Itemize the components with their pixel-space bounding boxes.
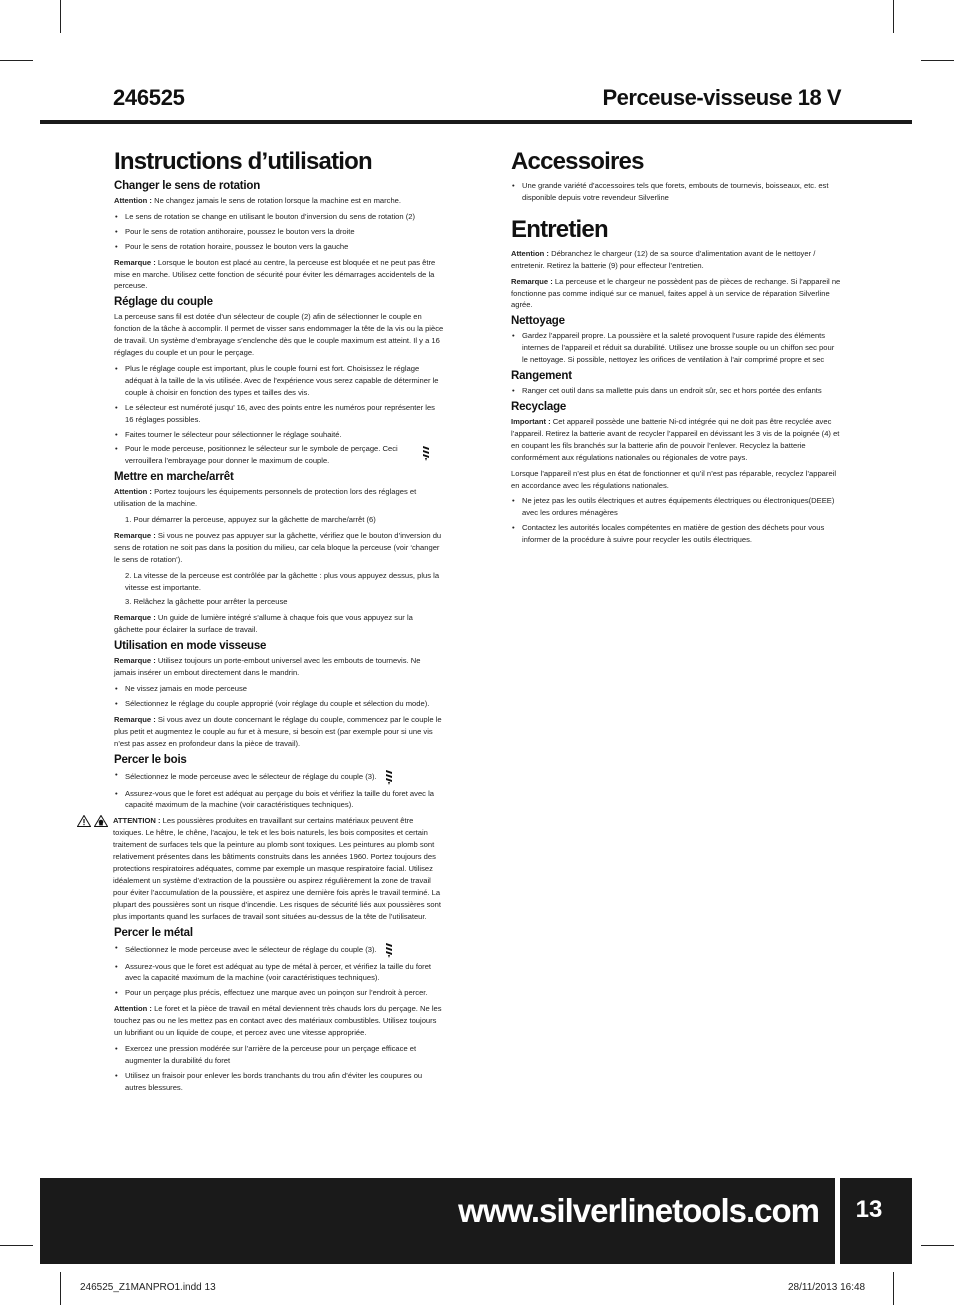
crop-mark — [893, 0, 894, 33]
subheading: Nettoyage — [511, 315, 565, 328]
list-item: • Le sélecteur est numéroté jusqu’ 16, avec des points entre les numéros pour représenter les 16 réglages possibles. — [114, 402, 444, 426]
product-code: 246525 — [113, 85, 185, 110]
paragraph: Remarque : Si vous ne pouvez pas appuyer sur la gâchette, vérifiez que le bouton d’inversion du sens de rotation ne soit pas dans la position du milieu, car cela bloque la perceuse (voir ‘changer le sens de rotation’). — [114, 530, 442, 564]
subheading: Réglage du couple — [114, 296, 213, 309]
bullet-list — [114, 211, 444, 253]
bullet-list — [511, 385, 841, 397]
list-item: 2. La vitesse de la perceuse est contrôlée par la gâchette : plus vous appuyez dessus, plus la vitesse est importante. — [125, 570, 440, 592]
page-number-box — [840, 1178, 912, 1264]
drill-mode-icon — [422, 445, 430, 461]
list-item: • Ranger cet outil dans sa mallette puis dans un endroit sûr, sec et hors portée des enfants — [511, 385, 841, 397]
list-item: • Assurez-vous que le foret est adéquat au type de métal à percer, et vérifiez la taille du foret avec la capacité maximum de la machine (voir caractéristiques techniques). — [114, 961, 444, 985]
list-item: • Faites tourner le sélecteur pour sélectionner le réglage souhaité. — [114, 429, 444, 441]
paragraph: ATTENTION : Les poussières produites en travaillant sur certains matériaux peuvent être toxiques. Le hêtre, le chêne, l’acajou, le tek et les bois naturels, les bois composites et certain traitement de surfaces tels que la peinture au plomb sont toxiques. Les peintures au plomb sont relativement présentes dans les bâtiments construits dans les années 1960. Portez toujours des protections respiratoires adéquates, comme par exemple un masque respiratoire facial. Utilisez idéalement un système d’extraction de la poussière ou aspirez régulièrement la zone de travail pour éviter l’accumulation de la poussière, et aspirez une dernière fois après le travail terminé. La plupart des poussières sont un risque d’incendie. Les risques de sécurité liés aux poussières sont plus importants quand les surfaces de travail sont situées au-dessus de la tête de l’utilisateur. — [113, 816, 441, 921]
list-item: • Sélectionnez le mode perceuse avec le sélecteur de réglage du couple (3). — [114, 769, 444, 785]
left-column — [114, 148, 444, 1098]
list-item: 1. Pour démarrer la perceuse, appuyez sur la gâchette de marche/arrêt (6) — [125, 515, 376, 525]
bullet-list — [114, 363, 444, 467]
list-item: • Contactez les autorités locales compétentes en matière de gestion des déchets pour vous informer de la procédure à suivre pour recycler les outils électriques. — [511, 522, 841, 546]
list-item: • Plus le réglage couple est important, plus le couple fourni est fort. Choisissez le réglage adéquat à la taille de la vis utilisée. Avec de l’expérience vous serez capable de déterminer le couple à choisir en fonction des types et tailles des vis. — [114, 363, 444, 399]
subheading: Utilisation en mode visseuse — [114, 640, 267, 653]
file-slug: 246525_Z1MANPRO1.indd 13 — [80, 1282, 216, 1293]
page-number: 13 — [855, 1196, 883, 1223]
paragraph: Attention : Le foret et la pièce de travail en métal deviennent très chauds lors du perçage. Ne les touchez pas ou ne les mettez pas en contact avec des matériaux combustibles. Utilisez toujours un lubrifiant ou un liquide de coupe, et percez avec une vitesse appropriée. — [114, 1004, 442, 1038]
crop-mark — [921, 60, 954, 61]
list-item: • Sélectionnez le mode perceuse avec le sélecteur de réglage du couple (3). — [114, 942, 444, 958]
subheading: Percer le métal — [114, 926, 193, 939]
list-item: • Le sens de rotation se change en utilisant le bouton d’inversion du sens de rotation (2) — [114, 211, 444, 223]
bullet-list — [114, 1043, 444, 1094]
list-item: • Pour le sens de rotation horaire, poussez le bouton vers la gauche — [114, 241, 444, 253]
paragraph: Remarque : Lorsque le bouton est placé au centre, la perceuse est bloquée et ne peut pas être mise en marche. Utilisez cette fonction de sécurité pour éviter les démarrages accidentels de la perceuse. — [114, 257, 436, 291]
footer-bar — [40, 1178, 835, 1264]
drill-mode-icon — [385, 942, 393, 958]
paragraph: Important : Cet appareil possède une batterie Ni-cd intégrée qui ne doit pas être recyclée avec l’appareil. Retirez la batterie avant de recycler l’appareil en dévissant les 3 vis de la poignée (4) et en coupant les fils branchés sur la batterie afin de pouvoir l’enlever. Recyclez la batterie conformément aux régulations nationales ou régionales de votre pays. — [511, 416, 840, 462]
list-item: • Exercez une pression modérée sur l’arrière de la perceuse pour un perçage efficace et augmenter la durabilité du foret — [114, 1043, 444, 1067]
numbered-list — [114, 514, 444, 526]
subheading: Recyclage — [511, 400, 567, 413]
bullet-list — [511, 330, 841, 366]
list-item: • Pour le sens de rotation antihoraire, poussez le bouton vers la droite — [114, 226, 444, 238]
product-title: Perceuse-visseuse 18 V — [602, 85, 841, 110]
list-item: • Pour le mode perceuse, positionnez le sélecteur sur le symbole de perçage. Ceci verrouillera l’embrayage pour donner le maximum de couple. — [114, 443, 444, 467]
paragraph: La perceuse sans fil est dotée d’un sélecteur de couple (2) afin de sélectionner le couple en fonction de la tâche à accomplir. Il permet de visser sans endommager la tête de la vis ou la pièce de travail. Un système d’embrayage s’enclenche dès que le couple maximum est atteint. Il y a 16 réglages du couple et un pour le perçage. — [114, 312, 444, 358]
list-item: • Gardez l’appareil propre. La poussière et la saleté provoquent l’usure rapide des éléments internes de l’appareil et réduit sa durabilité. Utilisez une brosse souple ou un chiffon sec pour le nettoyage. Si possible, nettoyez les orifices de ventilation à l’air comprimé propre et sec — [511, 330, 841, 366]
list-item: • Utilisez un fraisoir pour enlever les bords tranchants du trou afin d’éviter les coupures ou autres blessures. — [114, 1070, 444, 1094]
paragraph: Remarque : Un guide de lumière intégré s’allume à chaque fois que vous appuyez sur la gâchette pour éclairer la surface de travail. — [114, 613, 413, 635]
subheading: Changer le sens de rotation — [114, 180, 261, 192]
subheading: Percer le bois — [114, 753, 187, 766]
list-item: • Ne vissez jamais en mode perceuse — [114, 683, 444, 695]
crop-mark — [893, 1272, 894, 1305]
section-title-accessories: Accessoires — [511, 148, 644, 175]
bullet-list — [511, 180, 841, 204]
bullet-list — [114, 942, 444, 1000]
website-link[interactable]: www.silverlinetools.com — [458, 1192, 819, 1229]
date-slug: 28/11/2013 16:48 — [788, 1282, 866, 1293]
paragraph: Attention : Portez toujours les équipements personnels de protection lors des réglages et utilisation de la machine. — [114, 487, 417, 509]
list-item: • Sélectionnez le réglage du couple approprié (voir réglage du couple et sélection du mode). — [114, 698, 444, 710]
header-rule — [40, 120, 912, 124]
numbered-list — [114, 570, 444, 609]
bullet-list — [114, 769, 444, 812]
section-title-instructions: Instructions d’utilisation — [114, 148, 372, 175]
subheading: Rangement — [511, 370, 572, 383]
list-item: • Assurez-vous que le foret est adéquat au perçage du bois et vérifiez la taille du foret avec la capacité maximum de la machine (voir caractéristiques techniques). — [114, 788, 444, 812]
paragraph: Remarque : La perceuse et le chargeur ne possèdent pas de pièces de rechange. Si l’appareil ne fonctionne pas comme indiqué sur ce manuel, faites appel à un service de réparation Silverline agrée. — [511, 276, 841, 310]
paragraph: Remarque : Si vous avez un doute concernant le réglage du couple, commencez par le couple le plus petit et augmentez le couple au fur et à mesure, si besoin est (par exemple pour si une vis n’est pas assez en profondeur dans la pièce de travail). — [114, 714, 442, 748]
right-column — [511, 148, 841, 550]
paragraph: Lorsque l’appareil n’est plus en état de fonctionner et qu’il n’est pas réparable, recyclez l’appareil en accordance avec les régulations nationales. — [511, 468, 837, 490]
crop-mark — [0, 60, 33, 61]
crop-mark — [60, 1272, 61, 1305]
bullet-list — [511, 495, 841, 546]
bullet-list — [114, 683, 444, 710]
subheading: Mettre en marche/arrêt — [114, 471, 234, 484]
list-item: • Pour un perçage plus précis, effectuez une marque avec un poinçon sur l’endroit à percer. — [114, 987, 444, 999]
list-item: • Ne jetez pas les outils électriques et autres équipements électriques ou électroniques(DEEE) avec les ordures ménagères — [511, 495, 841, 519]
dust-warning — [114, 815, 444, 922]
paragraph: Attention : Ne changez jamais le sens de rotation lorsque la machine est en marche. — [114, 196, 402, 205]
drill-mode-icon — [385, 769, 393, 785]
crop-mark — [60, 0, 61, 33]
paragraph: Remarque : Utilisez toujours un porte-embout universel avec les embouts de tournevis. Ne jamais insérer un embout directement dans le mandrin. — [114, 656, 421, 678]
list-item: • Une grande variété d’accessoires tels que forets, embouts de tournevis, boisseaux, etc. est disponible depuis votre revendeur Silverline — [511, 180, 841, 204]
crop-mark — [921, 1245, 954, 1246]
mask-warning-icon — [94, 815, 108, 827]
section-title-maintenance: Entretien — [511, 215, 608, 243]
list-item: 3. Relâchez la gâchette pour arrêter la perceuse — [125, 597, 288, 607]
warning-triangle-icon — [77, 815, 91, 827]
paragraph: Attention : Débranchez le chargeur (12) de sa source d’alimentation avant de le nettoyer / entretenir. Retirez la batterie (9) pour effecteur l’entretien. — [511, 248, 816, 270]
crop-mark — [0, 1245, 33, 1246]
